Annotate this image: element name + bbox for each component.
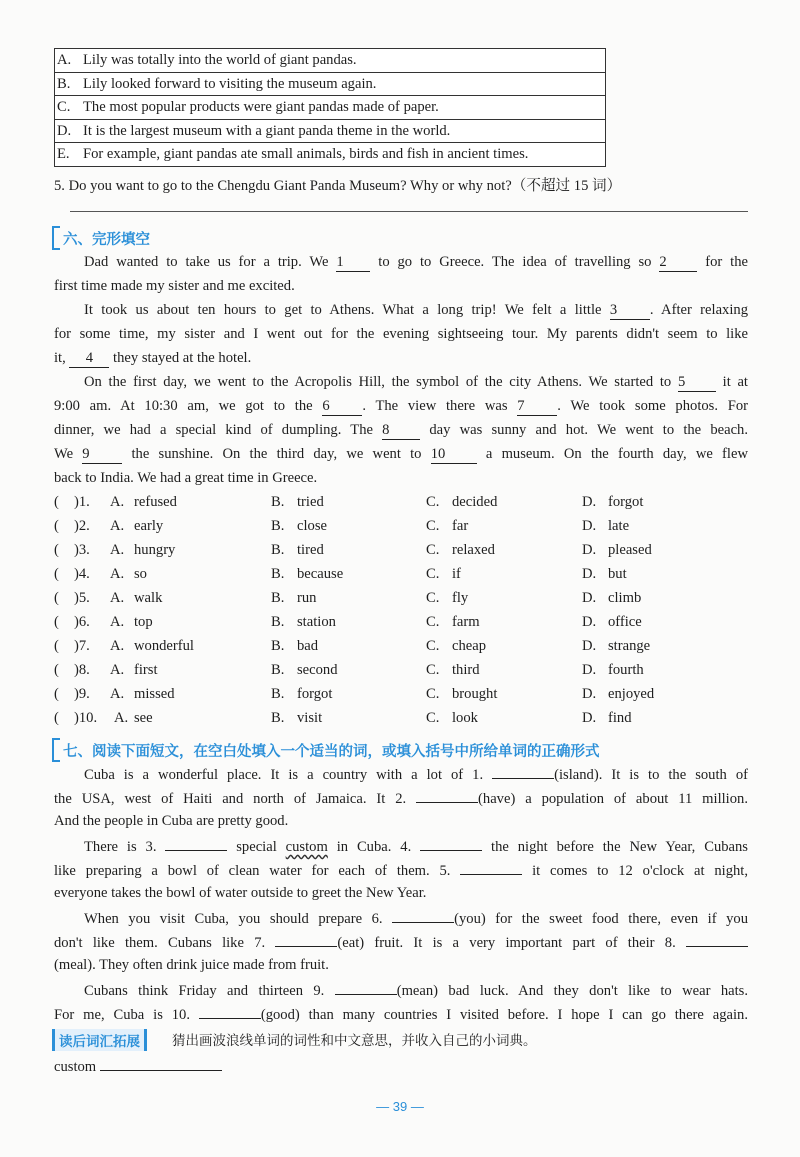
blank-6[interactable]: 6: [322, 398, 362, 416]
choices-list: [54, 490, 754, 730]
text: (you) for the sweet food there, even if you: [454, 911, 748, 927]
text: (mean) bad luck. And they don't like to wear hats.: [396, 983, 748, 999]
option-letter: D.: [582, 614, 597, 630]
choice-option[interactable]: visit: [297, 710, 323, 726]
text: day was sunny and hot. We went to the beach.: [420, 422, 749, 438]
text-line: (meal). They often drink juice made from fruit.: [54, 957, 329, 973]
choice-row: [54, 538, 754, 562]
answer-paren[interactable]: (: [54, 686, 59, 702]
choice-option[interactable]: pleased: [608, 542, 652, 558]
choice-option[interactable]: second: [297, 662, 338, 678]
answer-paren[interactable]: (: [54, 494, 59, 510]
choice-option[interactable]: cheap: [452, 638, 487, 654]
choice-option[interactable]: farm: [452, 614, 480, 630]
text-line: [54, 905, 748, 929]
custom-entry: [54, 1053, 222, 1076]
option-text: It is the largest museum with a giant panda theme in the world.: [83, 122, 451, 139]
blank-10[interactable]: [199, 1001, 261, 1019]
option-text: For example, giant pandas ate small animals, birds and fish in ancient times.: [83, 146, 529, 163]
choice-option[interactable]: see: [134, 710, 153, 726]
text-line: [54, 394, 748, 418]
option-letter: B.: [271, 710, 285, 726]
choice-number: )1.: [74, 494, 90, 510]
choice-number: )2.: [74, 518, 90, 534]
section-6-title: 六、完形填空: [63, 231, 150, 248]
choice-option[interactable]: forgot: [297, 686, 333, 702]
text: a museum. On the fourth day, we flew: [476, 446, 748, 462]
text-line: back to India. We had a great time in Greece.: [54, 470, 318, 486]
text: On the first day, we went to the Acropolis Hill, the symbol of the city Athens. We started to: [84, 374, 678, 390]
option-letter: C.: [426, 542, 440, 558]
choice-option[interactable]: late: [608, 518, 630, 534]
option-letter: B.: [271, 686, 285, 702]
choice-option[interactable]: so: [134, 566, 147, 582]
text-line: [54, 298, 748, 322]
choice-option[interactable]: tried: [297, 494, 324, 510]
blank-5[interactable]: [460, 857, 522, 875]
blank-7[interactable]: [275, 929, 337, 947]
text: special: [227, 839, 286, 855]
choice-option[interactable]: forgot: [608, 494, 644, 510]
choice-option[interactable]: station: [297, 614, 336, 630]
answer-paren[interactable]: (: [54, 662, 59, 678]
choice-option[interactable]: but: [608, 566, 627, 582]
text: There is 3.: [84, 839, 166, 855]
choice-number: )3.: [74, 542, 90, 558]
text: It took us about ten hours to get to Athens. What a long trip! We felt a little: [84, 302, 610, 318]
choice-row: [54, 634, 754, 658]
option-letter: C.: [57, 99, 71, 116]
blank-4[interactable]: [420, 833, 482, 851]
text-line: for some time, my sister and I went out for the evening sightseeing tour. My parents didn't seem to like: [54, 326, 748, 342]
text-line: [54, 1001, 748, 1025]
text: Cubans think Friday and thirteen 9.: [84, 983, 335, 999]
option-letter: A.: [110, 518, 125, 534]
choice-option[interactable]: walk: [134, 590, 163, 606]
option-letter: B.: [57, 75, 71, 92]
option-letter: B.: [271, 662, 285, 678]
text: the sunshine. On the third day, we went to: [122, 446, 431, 462]
blank-3[interactable]: 3: [610, 302, 650, 320]
option-letter: D.: [57, 122, 72, 139]
option-letter: A.: [110, 494, 125, 510]
choice-option[interactable]: climb: [608, 590, 642, 606]
text-line: [54, 833, 748, 857]
option-letter: A.: [110, 566, 125, 582]
choice-option[interactable]: fly: [452, 590, 469, 606]
choice-row: [54, 610, 754, 634]
option-letter: D.: [582, 590, 597, 606]
option-letter: A.: [57, 52, 72, 68]
option-row: [55, 73, 605, 97]
option-letter: A.: [110, 614, 125, 630]
choice-option[interactable]: top: [134, 614, 153, 630]
blank-4[interactable]: 4: [69, 350, 109, 368]
answer-paren[interactable]: (: [54, 590, 59, 606]
answer-paren[interactable]: (: [54, 614, 59, 630]
choice-option[interactable]: look: [452, 710, 478, 726]
option-row: [55, 120, 605, 144]
text: (eat) fruit. It is a very important part of their 8.: [337, 935, 686, 951]
text-line: first time made my sister and me excited.: [54, 278, 295, 294]
choice-option[interactable]: strange: [608, 638, 651, 654]
option-letter: C.: [426, 566, 440, 582]
grammar-passage: [54, 761, 748, 1025]
option-letter: C.: [426, 638, 440, 654]
option-letter: D.: [582, 566, 597, 582]
choice-option[interactable]: enjoyed: [608, 686, 655, 702]
option-letter: A.: [110, 686, 125, 702]
vocab-word: custom: [54, 1059, 97, 1075]
choice-number: )6.: [74, 614, 90, 630]
text-line: [54, 785, 748, 809]
option-letter: D.: [582, 710, 597, 726]
text-line: [54, 250, 748, 274]
blank-8[interactable]: [686, 929, 748, 947]
vocab-answer-blank[interactable]: [100, 1053, 222, 1071]
heading-bracket: [52, 226, 60, 250]
option-letter: D.: [582, 518, 597, 534]
choice-row: [54, 490, 754, 514]
text: (island). It is to the south of: [554, 767, 748, 783]
option-letter: A.: [110, 638, 125, 654]
answer-paren[interactable]: (: [54, 542, 59, 558]
text-line: [54, 442, 748, 466]
choice-option[interactable]: relaxed: [452, 542, 495, 558]
option-letter: D.: [582, 686, 597, 702]
option-letter: A.: [110, 542, 125, 558]
text: dinner, we had a special kind of dumpling. The: [54, 422, 383, 438]
blank-7[interactable]: 7: [517, 398, 557, 416]
text: don't like them. Cubans like 7.: [54, 935, 276, 951]
text-line: [54, 370, 748, 394]
text: . The view there was: [362, 398, 518, 414]
option-row: [55, 96, 605, 120]
option-letter: D.: [582, 638, 597, 654]
choice-row: [54, 514, 754, 538]
option-letter: C.: [426, 494, 440, 510]
choice-option[interactable]: bad: [297, 638, 319, 654]
extension-instruction: 猜出画波浪线单词的词性和中文意思，并收入自己的小词典。: [172, 1033, 537, 1049]
choice-option[interactable]: tired: [297, 542, 324, 558]
text: it comes to 12 o'clock at night,: [522, 863, 748, 879]
section-7-title: 七、阅读下面短文，在空白处填入一个适当的词，或填入括号中所给单词的正确形式: [63, 743, 600, 760]
options-box: [54, 48, 606, 167]
choice-option[interactable]: if: [452, 566, 461, 582]
text: (good) than many countries I visited before. I hope I can go there again.: [260, 1007, 749, 1023]
choice-option[interactable]: fourth: [608, 662, 644, 678]
option-letter: C.: [426, 662, 440, 678]
choice-option[interactable]: far: [452, 518, 469, 534]
blank-8[interactable]: 8: [382, 422, 420, 440]
option-text: Lily was totally into the world of giant pandas.: [83, 52, 357, 68]
answer-paren[interactable]: (: [54, 710, 59, 726]
choice-row: [54, 706, 754, 730]
option-letter: B.: [271, 494, 285, 510]
blank-1[interactable]: 1: [336, 254, 370, 272]
extension-label: 读后词汇拓展: [52, 1029, 147, 1051]
option-letter: C.: [426, 590, 440, 606]
option-letter: B.: [271, 590, 285, 606]
choice-option[interactable]: run: [297, 590, 317, 606]
text: it,: [54, 350, 70, 366]
blank-2[interactable]: 2: [659, 254, 697, 272]
blank-9[interactable]: [335, 977, 397, 995]
choice-number: )4.: [74, 566, 90, 582]
text: Cuba is a wonderful place. It is a country with a lot of 1.: [84, 767, 493, 783]
choice-option[interactable]: hungry: [134, 542, 176, 558]
choice-number: )8.: [74, 662, 90, 678]
text-line: [54, 977, 748, 1001]
text: the night before the New Year, Cubans: [482, 839, 748, 855]
choice-option[interactable]: third: [452, 662, 480, 678]
option-letter: D.: [582, 542, 597, 558]
option-letter: C.: [426, 686, 440, 702]
answer-paren[interactable]: (: [54, 566, 59, 582]
blank-5[interactable]: 5: [678, 374, 716, 392]
choice-option[interactable]: decided: [452, 494, 498, 510]
choice-option[interactable]: wonderful: [134, 638, 194, 654]
text-line: [54, 929, 748, 953]
option-letter: E.: [57, 146, 70, 163]
blank-10[interactable]: 10: [431, 446, 477, 464]
text: they stayed at the hotel.: [109, 350, 252, 366]
text: for the: [697, 254, 748, 270]
choice-option[interactable]: close: [297, 518, 327, 534]
text: 9:00 am. At 10:30 am, we got to the: [54, 398, 323, 414]
heading-bracket: [52, 738, 60, 762]
question-5: 5. Do you want to go to the Chengdu Giant Panda Museum? Why or why not?（不超过 15 词）: [54, 178, 622, 194]
choice-number: )7.: [74, 638, 90, 654]
choice-option[interactable]: first: [134, 662, 158, 678]
blank-1[interactable]: [492, 761, 554, 779]
section-6-heading: [52, 226, 150, 250]
text-line: [54, 857, 748, 881]
text: to go to Greece. The idea of travelling so: [370, 254, 660, 270]
option-letter: C.: [426, 710, 440, 726]
page-number: — 39 —: [376, 1099, 424, 1114]
blank-9[interactable]: 9: [82, 446, 122, 464]
choice-row: [54, 682, 754, 706]
choice-option[interactable]: refused: [134, 494, 177, 510]
option-letter: B.: [271, 638, 285, 654]
option-letter: D.: [582, 494, 597, 510]
text: We: [54, 446, 83, 462]
answer-paren[interactable]: (: [54, 518, 59, 534]
text: it at: [715, 374, 748, 390]
text: When you visit Cuba, you should prepare 6.: [84, 911, 393, 927]
text: (have) a population of about 11 million.: [478, 791, 748, 807]
answer-line[interactable]: [70, 211, 748, 212]
choice-option[interactable]: office: [608, 614, 642, 630]
text: Dad wanted to take us for a trip. We: [84, 254, 337, 270]
blank-3[interactable]: [165, 833, 227, 851]
choice-option[interactable]: find: [608, 710, 632, 726]
option-letter: B.: [271, 614, 285, 630]
option-letter: B.: [271, 518, 285, 534]
choice-number: )10.: [74, 710, 98, 726]
choice-option[interactable]: because: [297, 566, 344, 582]
choice-row: [54, 562, 754, 586]
wavy-word-custom: custom: [285, 839, 328, 855]
text-line: everyone takes the bowl of water outside to greet the New Year.: [54, 885, 427, 901]
text-line: [54, 418, 748, 442]
choice-row: [54, 658, 754, 682]
choice-option[interactable]: brought: [452, 686, 498, 702]
text: like preparing a bowl of clean water for each of them. 5.: [54, 863, 461, 879]
option-letter: C.: [426, 614, 440, 630]
text-line: And the people in Cuba are pretty good.: [54, 813, 289, 829]
choice-number: )5.: [74, 590, 90, 606]
text: . After relaxing: [649, 302, 748, 318]
cloze-passage: [54, 250, 748, 490]
text: . We took some photos. For: [557, 398, 748, 414]
option-letter: D.: [582, 662, 597, 678]
option-letter: C.: [426, 518, 440, 534]
choice-row: [54, 586, 754, 610]
answer-paren[interactable]: (: [54, 638, 59, 654]
choice-option[interactable]: missed: [134, 686, 175, 702]
option-text: Lily looked forward to visiting the museum again.: [83, 75, 377, 92]
text: the USA, west of Haiti and north of Jamaica. It 2.: [54, 791, 417, 807]
text: For me, Cuba is 10.: [54, 1007, 199, 1023]
option-letter: A.: [110, 662, 125, 678]
choice-option[interactable]: early: [134, 518, 164, 534]
option-letter: B.: [271, 566, 285, 582]
choice-number: )9.: [74, 686, 90, 702]
option-text: The most popular products were giant pandas made of paper.: [83, 99, 439, 116]
text: in Cuba. 4.: [327, 839, 421, 855]
option-letter: A.: [110, 590, 125, 606]
option-row: [55, 143, 605, 166]
text-line: [54, 761, 748, 785]
option-letter: B.: [271, 542, 285, 558]
section-7-heading: [52, 738, 600, 762]
blank-6[interactable]: [392, 905, 454, 923]
option-row: [55, 49, 605, 73]
blank-2[interactable]: [416, 785, 478, 803]
option-letter: A.: [114, 710, 129, 726]
text-line: [54, 346, 748, 370]
